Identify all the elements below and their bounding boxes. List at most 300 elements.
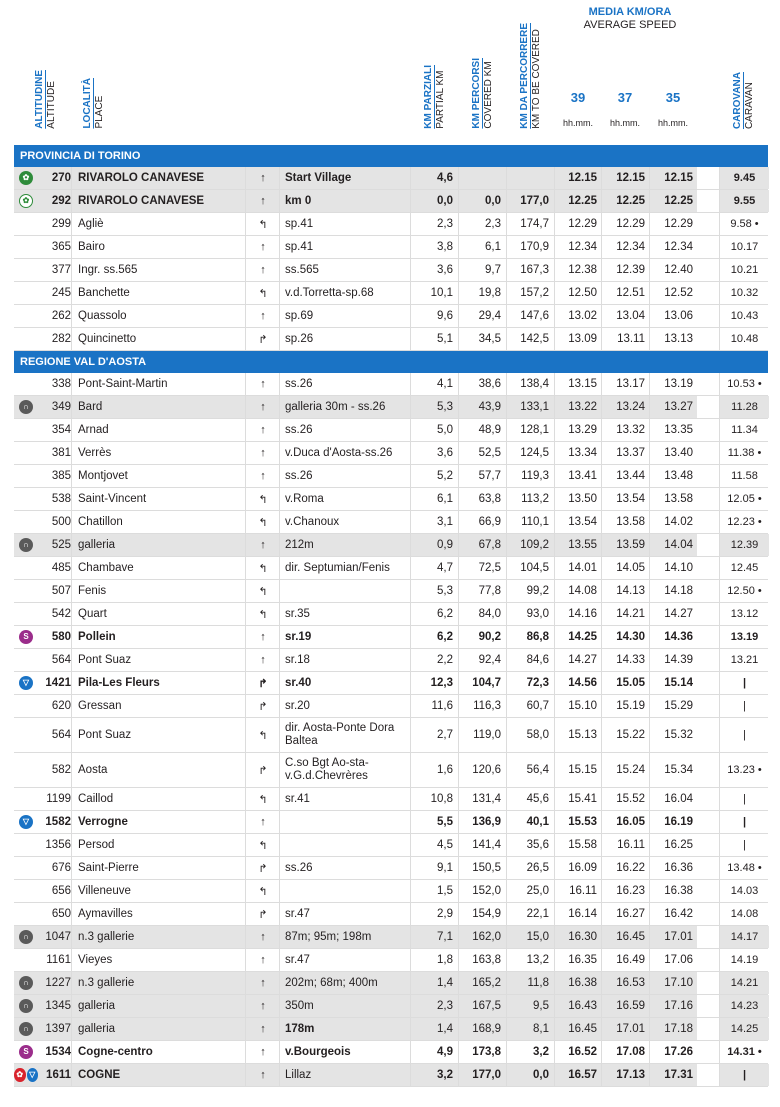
partial-km-cell: 3,1 xyxy=(410,511,458,533)
road-cell: sr.19 xyxy=(279,626,410,648)
altitude-cell: 1397 xyxy=(45,1023,71,1035)
covered-km-cell: 29,4 xyxy=(458,305,506,327)
time-35-cell: 13.40 xyxy=(649,442,697,464)
direction-cell: ↑ xyxy=(245,1041,280,1063)
time-39-cell: 14.25 xyxy=(554,626,601,648)
time-35-cell: 14.02 xyxy=(649,511,697,533)
table-row xyxy=(14,236,768,259)
time-37-cell: 12.34 xyxy=(601,236,649,258)
table-row xyxy=(14,626,768,649)
row-icons xyxy=(14,419,38,441)
remaining-km-cell: 56,4 xyxy=(506,753,554,787)
covered-km-cell: 2,3 xyxy=(458,213,506,235)
row-icons xyxy=(14,718,38,752)
column-gap xyxy=(697,972,719,994)
place-cell: COGNE xyxy=(71,1064,245,1086)
road-cell: sp.26 xyxy=(279,328,410,350)
km0-icon: ✿ xyxy=(19,194,33,208)
row-icons xyxy=(14,373,38,395)
road-cell: galleria 30m - ss.26 xyxy=(279,396,410,418)
speed-unit: hh.mm. xyxy=(562,118,593,128)
place-cell: Quart xyxy=(71,603,245,625)
remaining-km-cell: 40,1 xyxy=(506,811,554,833)
caravan-cell: 12.50 • xyxy=(719,580,769,602)
remaining-km-cell: 110,1 xyxy=(506,511,554,533)
table-row xyxy=(14,880,768,903)
place-cell: Agliè xyxy=(71,213,245,235)
remaining-km-cell: 174,7 xyxy=(506,213,554,235)
row-icons xyxy=(14,811,38,833)
time-37-cell: 15.19 xyxy=(601,695,649,717)
time-37-cell: 12.29 xyxy=(601,213,649,235)
remaining-km-cell: 9,5 xyxy=(506,995,554,1017)
time-39-cell: 13.02 xyxy=(554,305,601,327)
row-icons xyxy=(14,1064,38,1086)
covered-km-cell: 77,8 xyxy=(458,580,506,602)
partial-km-cell: 5,3 xyxy=(410,396,458,418)
remaining-km-cell: 86,8 xyxy=(506,626,554,648)
place-cell: Pollein xyxy=(71,626,245,648)
table-row xyxy=(14,373,768,396)
road-cell: dir. Aosta-Ponte Dora Baltea xyxy=(279,718,410,752)
caravan-cell: 10.53 • xyxy=(719,373,769,395)
time-37-cell: 12.39 xyxy=(601,259,649,281)
place-cell: galleria xyxy=(71,995,245,1017)
time-37-cell: 17.08 xyxy=(601,1041,649,1063)
altitude-cell: 349 xyxy=(51,401,71,413)
road-cell: ss.26 xyxy=(279,419,410,441)
column-gap xyxy=(697,328,719,350)
time-35-cell: 13.48 xyxy=(649,465,697,487)
speed-unit: hh.mm. xyxy=(657,118,688,128)
place-cell: n.3 gallerie xyxy=(71,926,245,948)
remaining-km-cell: 22,1 xyxy=(506,903,554,925)
direction-cell: ↰ xyxy=(245,880,280,902)
time-35-cell: 17.01 xyxy=(649,926,697,948)
time-37-cell: 15.22 xyxy=(601,718,649,752)
caravan-cell: 14.21 xyxy=(719,972,769,994)
average-speed-header-en: AVERAGE SPEED xyxy=(583,19,677,31)
direction-cell: ↑ xyxy=(245,396,280,418)
row-icons xyxy=(14,788,38,810)
time-37-cell: 16.49 xyxy=(601,949,649,971)
column-gap xyxy=(697,949,719,971)
time-39-cell: 13.34 xyxy=(554,442,601,464)
place-cell: RIVAROLO CANAVESE xyxy=(71,167,245,189)
partial-km-cell: 9,1 xyxy=(410,857,458,879)
row-icons xyxy=(14,557,38,579)
direction-cell: ↑ xyxy=(245,442,280,464)
column-gap xyxy=(697,488,719,510)
time-39-cell: 14.01 xyxy=(554,557,601,579)
time-35-cell: 13.35 xyxy=(649,419,697,441)
place-cell: n.3 gallerie xyxy=(71,972,245,994)
place-cell: Ingr. ss.565 xyxy=(71,259,245,281)
sprint-icon: S xyxy=(19,630,33,644)
altitude-cell: 1047 xyxy=(45,931,71,943)
time-35-cell: 17.06 xyxy=(649,949,697,971)
partial-km-cell: 10,8 xyxy=(410,788,458,810)
table-row xyxy=(14,1041,768,1064)
place-cell: Bard xyxy=(71,396,245,418)
column-gap xyxy=(697,1041,719,1063)
column-gap xyxy=(697,236,719,258)
partial-km-cell: 2,7 xyxy=(410,718,458,752)
altitude-cell: 1611 xyxy=(46,1069,71,1081)
tunnel-icon: ∩ xyxy=(19,1022,33,1036)
place-cell: Quincinetto xyxy=(71,328,245,350)
covered-km-cell: 165,2 xyxy=(458,972,506,994)
time-39-cell: 13.50 xyxy=(554,488,601,510)
row-icons xyxy=(14,949,38,971)
time-35-cell: 14.18 xyxy=(649,580,697,602)
direction-cell: ↑ xyxy=(245,373,280,395)
altitude-header xyxy=(34,70,58,129)
covered-km-cell: 66,9 xyxy=(458,511,506,533)
partial-km-cell: 2,2 xyxy=(410,649,458,671)
tunnel-icon: ∩ xyxy=(19,999,33,1013)
time-39-cell: 16.09 xyxy=(554,857,601,879)
road-cell: v.Bourgeois xyxy=(279,1041,410,1063)
row-icons xyxy=(14,880,38,902)
caravan-cell: 10.17 xyxy=(719,236,769,258)
road-cell: sp.41 xyxy=(279,213,410,235)
direction-cell: ↑ xyxy=(245,1018,280,1040)
altitude-cell: 354 xyxy=(51,424,71,436)
table-row xyxy=(14,580,768,603)
time-35-cell: 16.04 xyxy=(649,788,697,810)
road-cell: v.Roma xyxy=(279,488,410,510)
direction-cell: ↑ xyxy=(245,926,280,948)
remaining-km-cell: 84,6 xyxy=(506,649,554,671)
road-cell xyxy=(279,834,410,856)
column-gap xyxy=(697,811,719,833)
caravan-cell: 14.19 xyxy=(719,949,769,971)
remaining-km-cell: 167,3 xyxy=(506,259,554,281)
road-cell xyxy=(279,880,410,902)
caravan-cell: 13.19 xyxy=(719,626,769,648)
time-39-cell: 13.15 xyxy=(554,373,601,395)
road-cell: 178m xyxy=(279,1018,410,1040)
row-icons xyxy=(14,511,38,533)
time-37-cell: 14.33 xyxy=(601,649,649,671)
road-cell: ss.26 xyxy=(279,373,410,395)
altitude-cell: 676 xyxy=(51,862,71,874)
remaining-km-cell: 3,2 xyxy=(506,1041,554,1063)
table-row xyxy=(14,328,768,351)
covered-km-cell: 57,7 xyxy=(458,465,506,487)
caravan-cell: | xyxy=(719,1064,769,1086)
caravan-cell: 11.58 xyxy=(719,465,769,487)
time-37-cell: 13.44 xyxy=(601,465,649,487)
time-37-cell: 17.01 xyxy=(601,1018,649,1040)
altitude-cell: 650 xyxy=(51,908,71,920)
altitude-cell: 1199 xyxy=(46,793,71,805)
column-gap xyxy=(697,511,719,533)
time-35-cell: 15.32 xyxy=(649,718,697,752)
column-gap xyxy=(697,695,719,717)
speed-39: 39 xyxy=(570,90,586,105)
direction-cell: ↑ xyxy=(245,305,280,327)
road-cell xyxy=(279,811,410,833)
time-35-cell: 17.31 xyxy=(649,1064,697,1086)
altitude-cell: 292 xyxy=(51,195,71,207)
row-icons xyxy=(14,259,38,281)
table-header xyxy=(0,0,780,145)
time-39-cell: 16.14 xyxy=(554,903,601,925)
column-gap xyxy=(697,557,719,579)
table-row xyxy=(14,534,768,557)
time-39-cell: 13.09 xyxy=(554,328,601,350)
road-cell: sr.35 xyxy=(279,603,410,625)
altitude-cell: 485 xyxy=(51,562,71,574)
covered-km-cell: 92,4 xyxy=(458,649,506,671)
caravan-cell: 13.48 • xyxy=(719,857,769,879)
place-cell: Saint-Vincent xyxy=(71,488,245,510)
covered-km-cell: 173,8 xyxy=(458,1041,506,1063)
road-cell: 212m xyxy=(279,534,410,556)
remaining-km-cell: 58,0 xyxy=(506,718,554,752)
row-icons xyxy=(14,626,38,648)
caravan-cell: 10.48 xyxy=(719,328,769,350)
time-39-cell: 16.57 xyxy=(554,1064,601,1086)
time-35-cell: 12.34 xyxy=(649,236,697,258)
altitude-cell: 500 xyxy=(51,516,71,528)
remaining-km-cell: 142,5 xyxy=(506,328,554,350)
place-cell: Caillod xyxy=(71,788,245,810)
time-37-cell: 13.54 xyxy=(601,488,649,510)
altitude-header-it: ALTITUDINE xyxy=(34,70,45,129)
altitude-cell: 282 xyxy=(51,333,71,345)
road-cell: v.d.Torretta-sp.68 xyxy=(279,282,410,304)
time-35-cell: 14.27 xyxy=(649,603,697,625)
section-header: PROVINCIA DI TORINO xyxy=(14,145,768,167)
covered-km-cell: 9,7 xyxy=(458,259,506,281)
row-icons xyxy=(14,995,38,1017)
place-cell: galleria xyxy=(71,534,245,556)
covered-km-cell: 116,3 xyxy=(458,695,506,717)
place-cell: Villeneuve xyxy=(71,880,245,902)
table-row xyxy=(14,511,768,534)
caravan-cell: 13.23 • xyxy=(719,753,769,787)
altitude-cell: 381 xyxy=(51,447,71,459)
place-header-en: PLACE xyxy=(94,96,105,129)
column-gap xyxy=(697,903,719,925)
partial-km-cell: 5,5 xyxy=(410,811,458,833)
table-row xyxy=(14,649,768,672)
table-row xyxy=(14,753,768,788)
direction-cell: ↱ xyxy=(245,328,280,350)
row-icons xyxy=(14,213,38,235)
column-gap xyxy=(697,880,719,902)
row-icons xyxy=(14,903,38,925)
place-cell: Saint-Pierre xyxy=(71,857,245,879)
table-row xyxy=(14,396,768,419)
place-cell: Chambave xyxy=(71,557,245,579)
time-35-cell: 14.36 xyxy=(649,626,697,648)
altitude-cell: 564 xyxy=(51,729,71,741)
covered-km-cell: 119,0 xyxy=(458,718,506,752)
altitude-header-en: ALTITUDE xyxy=(46,81,57,129)
covered-km-cell: 162,0 xyxy=(458,926,506,948)
place-cell: Pila-Les Fleurs xyxy=(71,672,245,694)
partial-km-cell: 5,3 xyxy=(410,580,458,602)
remaining-km-header-en: KM TO BE COVERED xyxy=(531,29,542,129)
altitude-cell: 1345 xyxy=(45,1000,71,1012)
caravan-cell: 10.43 xyxy=(719,305,769,327)
table-row xyxy=(14,282,768,305)
direction-cell: ↰ xyxy=(245,282,280,304)
altitude-cell: 1227 xyxy=(45,977,71,989)
direction-cell: ↑ xyxy=(245,1064,280,1086)
place-cell: Pont Suaz xyxy=(71,718,245,752)
column-gap xyxy=(697,718,719,752)
covered-km-cell: 120,6 xyxy=(458,753,506,787)
altitude-cell: 1161 xyxy=(46,954,71,966)
remaining-km-cell: 35,6 xyxy=(506,834,554,856)
time-37-cell: 13.37 xyxy=(601,442,649,464)
remaining-km-cell: 124,5 xyxy=(506,442,554,464)
table-row xyxy=(14,834,768,857)
covered-km-cell: 136,9 xyxy=(458,811,506,833)
remaining-km-cell: 138,4 xyxy=(506,373,554,395)
direction-cell: ↰ xyxy=(245,511,280,533)
column-gap xyxy=(697,580,719,602)
itinerary-table xyxy=(14,145,768,1087)
row-icons xyxy=(14,695,38,717)
covered-km-cell: 6,1 xyxy=(458,236,506,258)
direction-cell: ↱ xyxy=(245,857,280,879)
time-35-cell: 13.13 xyxy=(649,328,697,350)
time-39-cell: 13.55 xyxy=(554,534,601,556)
covered-km-cell: 131,4 xyxy=(458,788,506,810)
direction-cell: ↰ xyxy=(245,580,280,602)
altitude-cell: 582 xyxy=(51,764,71,776)
altitude-cell: 262 xyxy=(51,310,71,322)
row-icons xyxy=(14,1018,38,1040)
time-35-cell: 16.19 xyxy=(649,811,697,833)
time-39-cell: 13.54 xyxy=(554,511,601,533)
table-row xyxy=(14,695,768,718)
time-39-cell: 14.56 xyxy=(554,672,601,694)
road-cell: sr.41 xyxy=(279,788,410,810)
caravan-cell: 11.38 • xyxy=(719,442,769,464)
time-39-cell: 16.11 xyxy=(554,880,601,902)
average-speed-header xyxy=(560,6,700,32)
direction-cell: ↑ xyxy=(245,167,280,189)
partial-km-cell: 1,4 xyxy=(410,1018,458,1040)
time-39-cell: 15.58 xyxy=(554,834,601,856)
time-39-cell: 13.29 xyxy=(554,419,601,441)
caravan-cell: 11.34 xyxy=(719,419,769,441)
caravan-cell: | xyxy=(719,672,769,694)
road-cell: 87m; 95m; 198m xyxy=(279,926,410,948)
covered-km-cell: 177,0 xyxy=(458,1064,506,1086)
table-row xyxy=(14,857,768,880)
table-row xyxy=(14,972,768,995)
place-cell: Banchette xyxy=(71,282,245,304)
altitude-cell: 338 xyxy=(51,378,71,390)
covered-km-cell xyxy=(458,167,506,189)
time-35-cell: 15.29 xyxy=(649,695,697,717)
road-cell: v.Chanoux xyxy=(279,511,410,533)
time-37-cell: 16.23 xyxy=(601,880,649,902)
direction-cell: ↰ xyxy=(245,213,280,235)
remaining-km-header-it: KM DA PERCORRERE xyxy=(519,23,530,129)
covered-km-cell: 43,9 xyxy=(458,396,506,418)
time-35-cell: 17.26 xyxy=(649,1041,697,1063)
covered-km-cell: 0,0 xyxy=(458,190,506,212)
kom-icon: ▽ xyxy=(19,676,33,690)
speed-unit: hh.mm. xyxy=(609,118,640,128)
time-35-cell: 13.58 xyxy=(649,488,697,510)
time-35-cell: 16.25 xyxy=(649,834,697,856)
column-gap xyxy=(697,167,719,189)
covered-km-cell: 67,8 xyxy=(458,534,506,556)
partial-km-cell: 6,2 xyxy=(410,626,458,648)
remaining-km-cell: 170,9 xyxy=(506,236,554,258)
place-cell: Gressan xyxy=(71,695,245,717)
section-header: REGIONE VAL D'AOSTA xyxy=(14,351,768,373)
partial-km-cell: 3,2 xyxy=(410,1064,458,1086)
road-cell: sr.20 xyxy=(279,695,410,717)
caravan-cell: 14.23 xyxy=(719,995,769,1017)
remaining-km-cell: 157,2 xyxy=(506,282,554,304)
remaining-km-cell: 109,2 xyxy=(506,534,554,556)
partial-km-cell: 11,6 xyxy=(410,695,458,717)
time-39-cell: 16.43 xyxy=(554,995,601,1017)
table-row xyxy=(14,603,768,626)
partial-km-cell: 1,4 xyxy=(410,972,458,994)
caravan-cell: 9.55 xyxy=(719,190,769,212)
place-cell: Bairo xyxy=(71,236,245,258)
direction-cell: ↑ xyxy=(245,465,280,487)
column-gap xyxy=(697,1064,719,1086)
remaining-km-cell xyxy=(506,167,554,189)
time-39-cell: 12.50 xyxy=(554,282,601,304)
remaining-km-cell: 26,5 xyxy=(506,857,554,879)
direction-cell: ↱ xyxy=(245,903,280,925)
row-icons xyxy=(14,672,38,694)
road-cell: sr.40 xyxy=(279,672,410,694)
direction-cell: ↰ xyxy=(245,788,280,810)
altitude-cell: 656 xyxy=(51,885,71,897)
place-cell: galleria xyxy=(71,1018,245,1040)
road-cell: v.Duca d'Aosta-ss.26 xyxy=(279,442,410,464)
covered-km-cell: 104,7 xyxy=(458,672,506,694)
table-row xyxy=(14,1018,768,1041)
row-icons xyxy=(14,442,38,464)
remaining-km-cell: 60,7 xyxy=(506,695,554,717)
covered-km-cell: 141,4 xyxy=(458,834,506,856)
time-39-cell: 13.22 xyxy=(554,396,601,418)
road-cell: 202m; 68m; 400m xyxy=(279,972,410,994)
time-35-cell: 12.29 xyxy=(649,213,697,235)
altitude-cell: 620 xyxy=(51,700,71,712)
remaining-km-cell: 25,0 xyxy=(506,880,554,902)
row-icons xyxy=(14,488,38,510)
row-icons xyxy=(14,190,38,212)
time-35-cell: 13.19 xyxy=(649,373,697,395)
covered-km-cell: 152,0 xyxy=(458,880,506,902)
altitude-cell: 1582 xyxy=(45,816,71,828)
covered-km-cell: 63,8 xyxy=(458,488,506,510)
caravan-cell: 14.17 xyxy=(719,926,769,948)
kom-icon: ▽ xyxy=(19,815,33,829)
place-cell: Chatillon xyxy=(71,511,245,533)
row-icons xyxy=(14,972,38,994)
time-37-cell: 16.27 xyxy=(601,903,649,925)
